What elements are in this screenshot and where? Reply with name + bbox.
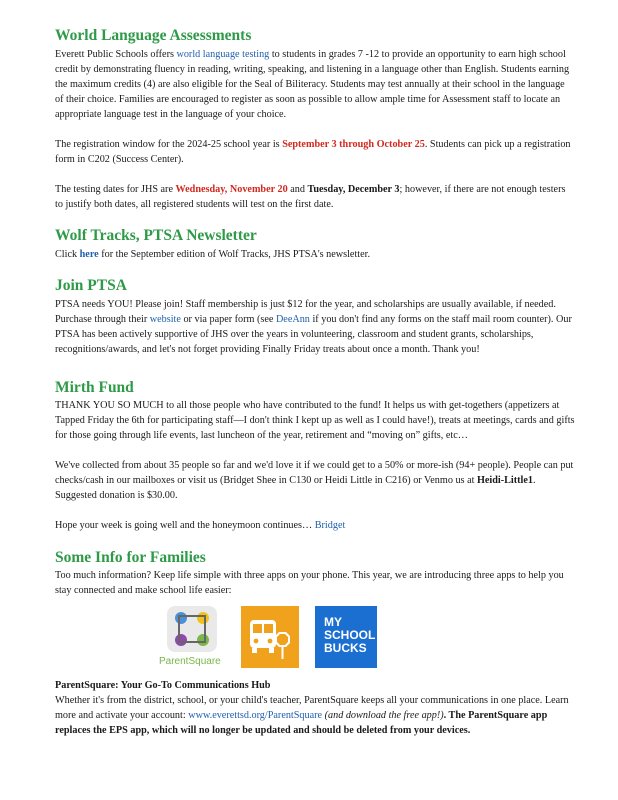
parentsquare-url-link[interactable]: www.everettsd.org/ParentSquare xyxy=(188,710,323,721)
myschoolbucks-app-icon[interactable] xyxy=(315,606,377,673)
world-language-testing-link[interactable]: world language testing xyxy=(176,49,270,60)
mirth-text-cont: . Suggested donation is $30.00. xyxy=(55,475,536,501)
families-section xyxy=(55,548,575,598)
testing-date-2: Tuesday, December 3 xyxy=(307,184,400,195)
join-ptsa-heading: Join PTSA xyxy=(55,277,127,294)
mirth-fund-heading: Mirth Fund xyxy=(55,379,134,396)
join-ptsa-paragraph xyxy=(55,297,575,357)
wolf-text: Click xyxy=(55,249,80,260)
venmo-handle: Heidi-Little1 xyxy=(476,475,533,486)
wla-test-text: The testing dates for JHS are xyxy=(55,184,176,195)
wla-test-text-cont: ; however, if there are not enough testers to justify both dates, all registered students will test on the first date. xyxy=(55,184,566,210)
mirth-text: We've collected from about 35 people so far and we'd love it if we could get to a 50% or more-ish (94+ people). People can put checks/cash in our mailboxes or visit us (Bridget Shee in C130 or Heidi Little in C216) or Venmo us at xyxy=(55,460,574,486)
mirth-fund-section xyxy=(55,378,575,533)
world-language-section xyxy=(55,26,575,212)
wla-reg-text-cont: . Students can pick up a registration form in C202 (Success Center). xyxy=(55,139,571,165)
ptsa-text-cont: or via paper form (see xyxy=(180,314,276,325)
wla-text: Everett Public Schools offers xyxy=(55,49,177,60)
wla-and: and xyxy=(287,184,308,195)
parentsquare-hub-paragraph xyxy=(55,693,575,738)
wla-reg-text: The registration window for the 2024-25 school year is xyxy=(55,139,283,150)
mirth-closing: Hope your week is going well and the honeymoon continues… xyxy=(55,520,315,531)
wla-text-cont: to students in grades 7 -12 to provide an opportunity to earn high school credit by demonstrating fluency in reading, writing, speaking, and listening in a language other than English. Students earning the maximum credits (4) are also eligible for the Seal of Biliteracy. Students may test annually at their school in the language of their choice. Families are encouraged to register as soon as possible to allow ample time for Assessment staff to locate an appropriate language test in the language of your choice. xyxy=(55,49,570,120)
families-intro: Too much information? Keep life simple with three apps on your phone. This year, we are introducing three apps to help you stay connected and make school life easier: xyxy=(55,570,564,596)
svg-text:MY: MY xyxy=(324,615,342,629)
parentsquare-hub-section xyxy=(55,678,575,738)
wolf-tracks-here-link[interactable]: here xyxy=(79,249,99,260)
mirth-fund-paragraph-3 xyxy=(55,518,575,533)
svg-text:SCHOOL: SCHOOL xyxy=(324,628,376,642)
ptsa-text: PTSA needs YOU! Please join! Staff membership is just $12 for the year, and scholarships are usually available, if needed. Purchase through their xyxy=(55,299,556,325)
ptsa-website-link[interactable]: website xyxy=(149,314,181,325)
hub-italic: (and download the free app!) xyxy=(322,710,444,721)
world-language-paragraph-3 xyxy=(55,182,575,212)
hub-bold: . The ParentSquare app replaces the EPS app, which will no longer be updated and should be deleted from your devices. xyxy=(55,710,548,736)
mirth-fund-paragraph-2 xyxy=(55,458,575,503)
world-language-heading: World Language Assessments xyxy=(55,27,252,44)
join-ptsa-section xyxy=(55,276,575,357)
app-icons-row xyxy=(161,606,431,668)
wolf-tracks-section xyxy=(55,226,575,262)
wolf-tracks-paragraph xyxy=(55,247,575,262)
wolf-tracks-heading: Wolf Tracks, PTSA Newsletter xyxy=(55,227,257,244)
wolf-text-cont: for the September edition of Wolf Tracks, JHS PTSA's newsletter. xyxy=(98,249,371,260)
world-language-paragraph-2 xyxy=(55,137,575,167)
svg-text:BUCKS: BUCKS xyxy=(324,641,367,655)
testing-date-1: Wednesday, November 20 xyxy=(175,184,288,195)
hub-text: Whether it's from the district, school, or your child's teacher, ParentSquare keeps all your communications in one place. Learn more and activate your account: xyxy=(55,695,569,721)
mirth-fund-paragraph-1: THANK YOU SO MUCH to all those people who have contributed to the fund! It helps us with get-togethers (appetizers at Tapped Friday the 6th for participating staff—I don't think I kept up as well as I could have!), treats at meetings, cards and gifts for those going through life events, last luncheon of the year, retirement and “moving on” gifts, etc… xyxy=(55,400,575,441)
parentsquare-label: ParentSquare xyxy=(159,656,221,667)
world-language-paragraph-1 xyxy=(55,47,575,122)
deeann-link[interactable]: DeeAnn xyxy=(275,314,310,325)
parentsquare-hub-title: ParentSquare: Your Go-To Communications Hub xyxy=(55,680,271,691)
registration-window-dates: September 3 through October 25 xyxy=(282,139,425,150)
ptsa-text-end: if you don't find any forms on the staff mail room counter). Our PTSA has been actively supportive of JHS over the years in volunteering, classroom and student grants, scholarships, recognitions/awards, and let's not forget providing Finally Friday treats about once a month. Thank you! xyxy=(55,314,572,355)
school-bus-app-icon[interactable] xyxy=(241,606,299,673)
bridget-signature: Bridget xyxy=(314,520,346,531)
families-heading: Some Info for Families xyxy=(55,549,206,566)
parentsquare-app-icon[interactable] xyxy=(159,606,223,667)
